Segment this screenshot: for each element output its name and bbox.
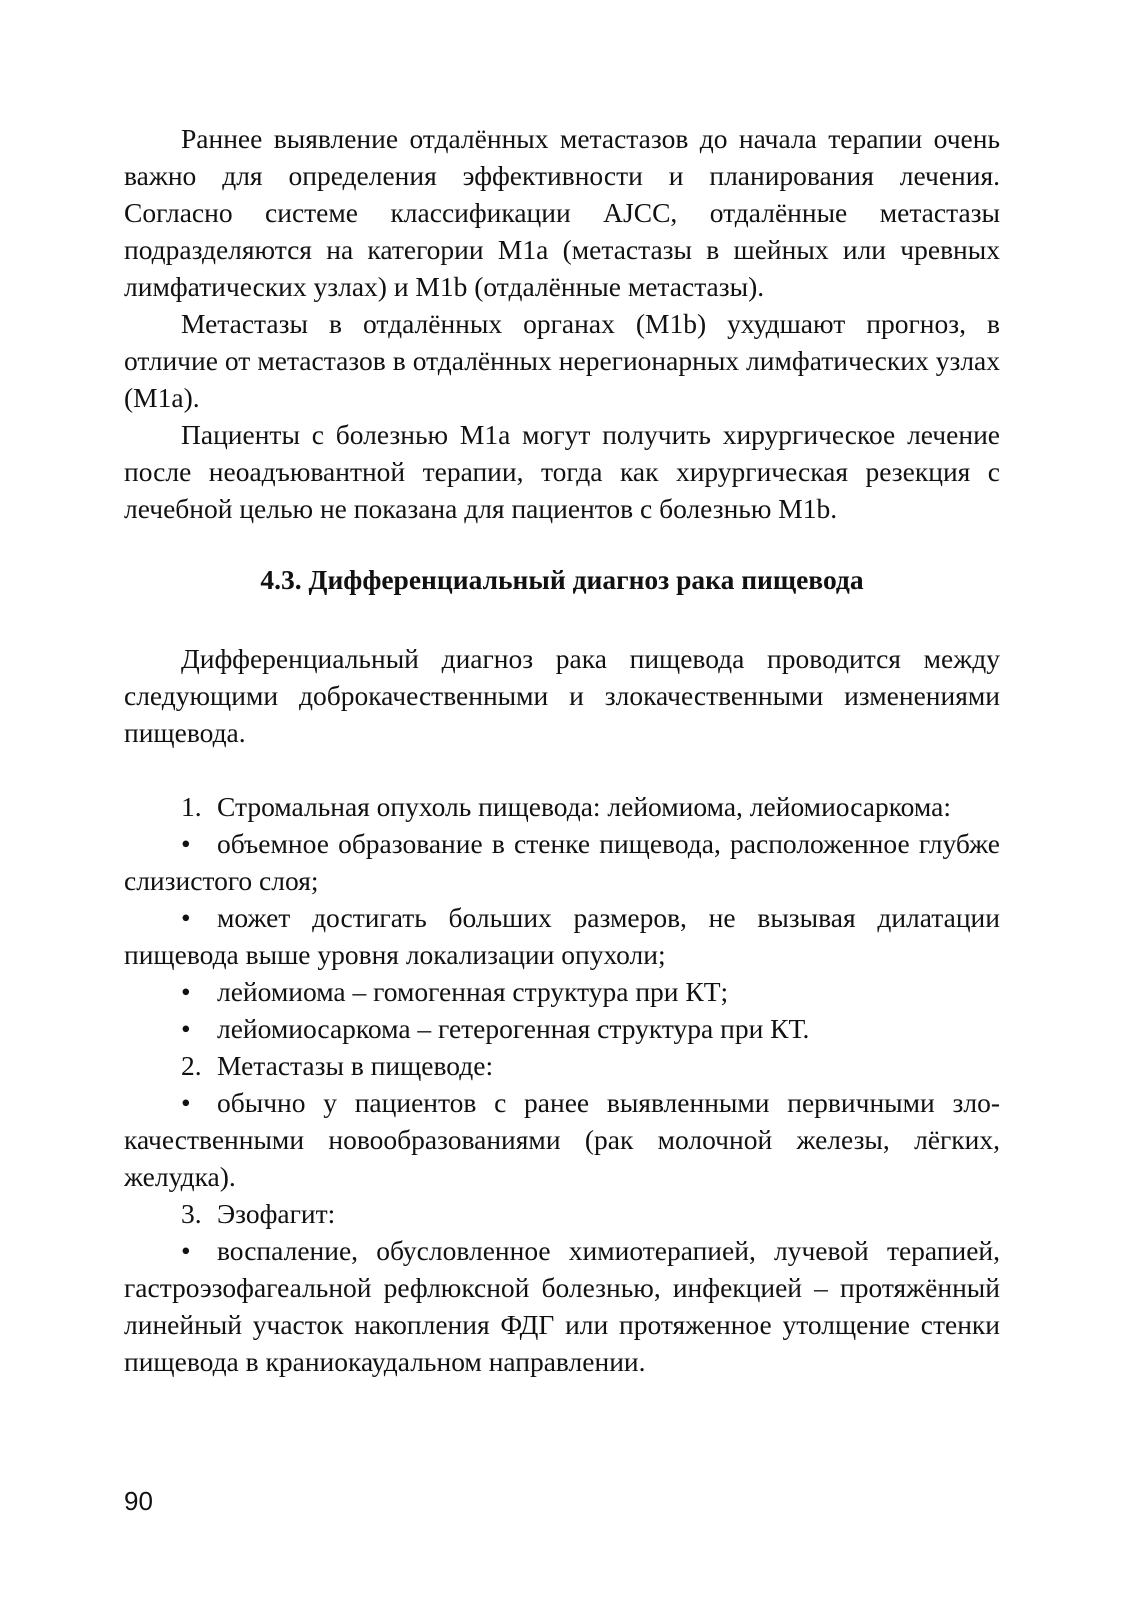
list-item-title: Эзофагит: [217,1198,336,1229]
list-item-title: Стромальная опухоль пищевода: лейомиома, лейомиосаркома: [217,791,951,822]
section-heading: 4.3. Дифференциальный диагноз рака пищевода [260,564,864,595]
bullet-text: может достигать больших размеров, не вызывая дилатации пищевода выше уровня локализации опухоли; [124,902,1000,970]
bullet-text: воспаление, обусловленное химиотерапией, лучевой терапией, гастроэзофагеальной рефлюксной болезнью, инфекцией – протяжённый линейный участок накопления ФДГ или протяженное утолщение стенки пищевода в краниокаудальном направлении. [124,1235,1000,1377]
bullet-icon: • [181,828,191,859]
bullet-item [124,1084,1000,1195]
bullet-text: обычно у пациентов с ранее выявленными первичными злокачественными новообразованиями (рак молочной железы, лёгких, желудка). [124,1087,1000,1192]
bullet-icon: • [181,1235,191,1266]
bullet-item [124,899,1000,973]
list-item-stromal-tumor [124,788,1000,825]
bullet-item [124,973,1000,1010]
page-body [124,120,1000,1380]
list-number: 2. [181,1050,202,1081]
paragraph-differential-intro: Дифференциальный диагноз рака пищевода проводится между следующими доброкачественными и злокачественными изменениями пищевода. [124,643,1000,748]
list-number: 1. [181,791,202,822]
paragraph-m1b-prognosis: Метастазы в отдалённых органах (M1b) ухудшают прогноз, в отличие от метастазов в отдалённых нерегионарных лимфатических узлах (M1a). [124,308,1000,413]
list-item-title: Метастазы в пищеводе: [217,1050,494,1081]
bullet-text: объемное образование в стенке пищевода, расположенное глубже слизистого слоя; [124,828,1000,896]
bullet-icon: • [181,1013,191,1044]
page-number: 90 [124,1486,153,1516]
paragraph-m1a-surgery: Пациенты с болезнью M1a могут получить хирургическое лечение после неоадъювантной терапии, тогда как хирургическая резекция с лечебной целью не показана для пациентов с болезнью M1b. [124,419,1000,524]
bullet-item [124,1010,1000,1047]
list-item-metastases [124,1047,1000,1084]
bullet-item [124,825,1000,899]
bullet-text: лейомиома – гомогенная структура при КТ; [217,976,729,1007]
bullet-item [124,1232,1000,1380]
paragraph-early-detection: Раннее выявление отдалённых метастазов до начала терапии очень важно для определения эффективности и планирования лечения. Согласно системе классификации AJCC, отдалённые метастазы подразделяются на категории M1a (метастазы в шейных или чревных лимфатических узлах) и M1b (отдалённые метастазы). [124,123,1000,302]
bullet-icon: • [181,976,191,1007]
list-number: 3. [181,1198,202,1229]
bullet-icon: • [181,902,191,933]
bullet-icon: • [181,1087,191,1118]
bullet-text: лейомиосаркома – гетерогенная структура при КТ. [217,1013,810,1044]
list-item-esophagitis [124,1195,1000,1232]
differential-list [124,788,1000,1380]
